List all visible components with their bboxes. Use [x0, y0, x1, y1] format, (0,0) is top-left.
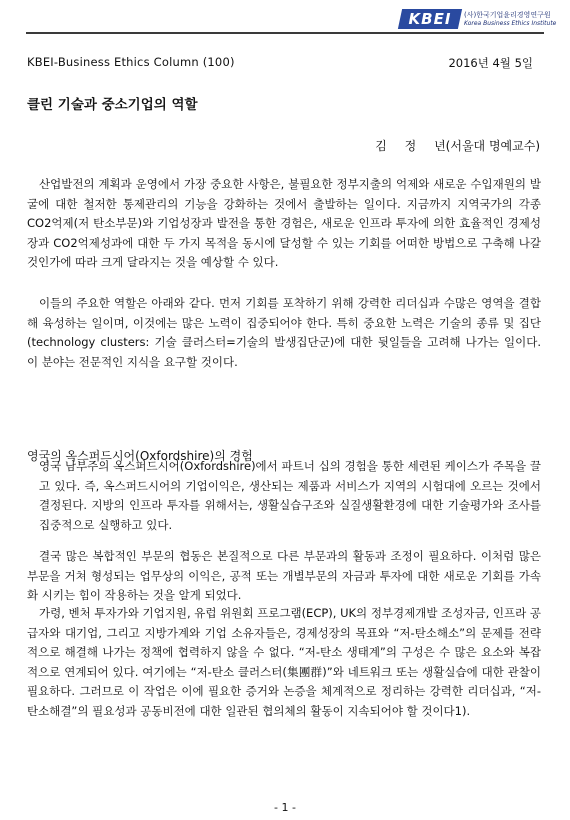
- article-title: 클린 기술과 중소기업의 역할: [27, 97, 198, 113]
- org-name-english: Korea Business Ethics Institute: [464, 20, 557, 27]
- page-number: - 1 -: [274, 801, 296, 814]
- section-paragraph-1: 영국 남부주의 옥스퍼드시어(Oxfordshire)에서 파트너 십의 경험을 통한 세련된 케이스가 주목을 끌고 있다. 즉, 옥스퍼드시어의 기업이익은, 생산되는 제품과 서비스가 지역의 시험대에 오르는 것에서 결정된다. 지방의 인프라 투자를 위해서는, 생활실습구조와 실질생활환경에 대한 기술평가와 조사를 집중적으로 실행하고 있다.: [39, 459, 541, 532]
- column-date: 2016년 4월 5일: [448, 56, 533, 70]
- author-line: [375, 137, 540, 154]
- section-paragraph-2: 결국 많은 복합적인 부문의 협동은 본질적으로 다른 부문과의 활동과 조정이 필요하다. 이처럼 많은 부문을 거쳐 형성되는 업무상의 이익은, 공적 또는 개별부문의 자금과 투자에 대한 새로운 기회를 가속화 시키는 힘이 작용하는 것을 알게 되었다.: [27, 549, 541, 602]
- kbei-logo: [400, 9, 558, 29]
- author-affiliation: (서울대 명예교수): [445, 139, 540, 153]
- section-paragraph-3: 가령, 벤처 투자가와 기업지원, 유럽 위원회 프로그램(ECP), UK의 정부경제개발 조성자금, 인프라 공급자와 대기업, 그리고 지방가계와 기업 소유자들은, 경제성장의 목표와 “저-탄소해소”의 문제를 전략적으로 해결해 나가는 정책에 협력하지 않을 수 없다. “저-탄소 생태계”의 구성은 수 많은 요소와 복잡적으로 연계되어 있다. 여기에는 “저-탄소 클러스터(集團群)”와 네트워크 또는 생활실습에 대한 관찰이 필요하다. 그러므로 이 작업은 이에 필요한 증거와 논증을 체계적으로 정리하는 강력한 리더십과, “저-탄소해결”의 필요성과 공동비전에 대한 일관된 협의체의 활동이 지속되어야 할 것이다1).: [27, 606, 541, 718]
- section-heading: 영국의 옥스퍼드시어(Oxfordshire)의 경험: [27, 449, 253, 463]
- org-name-korean: (사)한국기업윤리경영연구원: [464, 11, 551, 19]
- author-name: 김 정 년: [375, 139, 446, 153]
- logo-text: KBEI: [408, 10, 452, 28]
- header-divider: [26, 32, 544, 34]
- logo-mark: [398, 9, 462, 29]
- body-paragraph-1: 산업발전의 계획과 운영에서 가장 중요한 사항은, 불필요한 정부지출의 억제와 새로운 수입재원의 발굴에 대한 철저한 통제관리의 기능을 강화하는 것에서 출발하는 일이다. 지금까지 지역국가의 각종 CO2억제(저 탄소부문)와 기업성장과 발전을 통한 경험은, 새로운 인프라 투자에 의한 효율적인 경제성장과 CO2억제성과에 대한 두 가지 목적을 동시에 달성할 수 있는 기회를 어떠한 방법으로 구축해 나갈 것인가에 따라 크게 달라지는 것을 예상할 수 있다.: [27, 177, 541, 269]
- body-paragraph-2: 이들의 주요한 역할은 아래와 같다. 먼저 기회를 포착하기 위해 강력한 리더십과 수많은 영역을 결합해 육성하는 일이며, 이것에는 많은 노력이 집중되어야 한다. 특히 중요한 노력은 기술의 종류 및 집단(technology clusters: 기술 클러스터=기술의 발생집단군)에 대한 뒷일들을 고려해 나가는 일이다. 이 분야는 전문적인 지식을 요구할 것이다.: [27, 296, 541, 369]
- column-label: KBEI-Business Ethics Column (100): [27, 55, 235, 69]
